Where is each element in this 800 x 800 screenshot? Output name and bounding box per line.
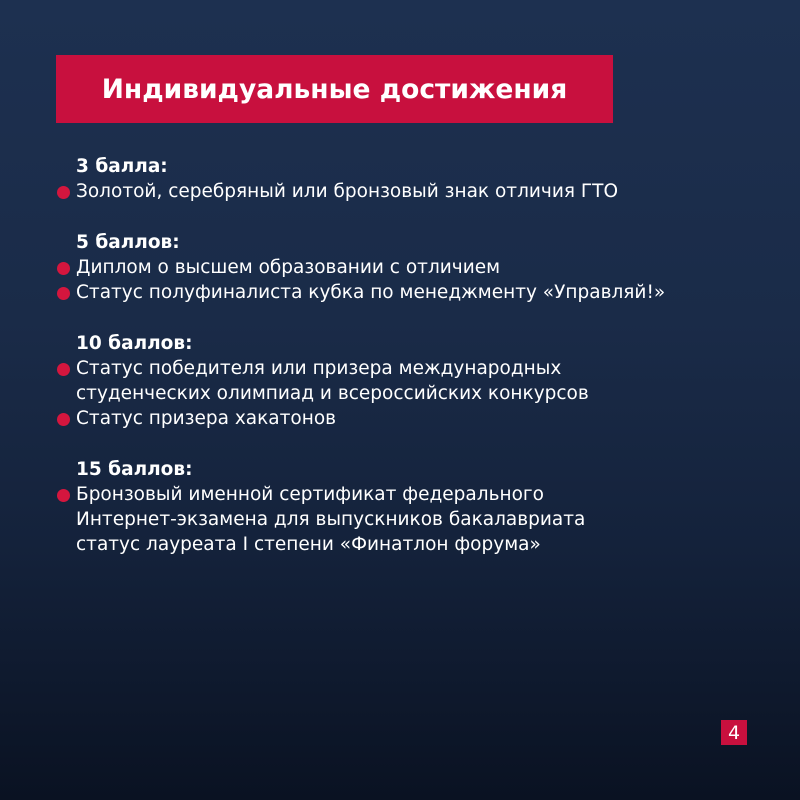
list-item (56, 482, 756, 557)
list-item-text: Статус полуфиналиста кубка по менеджменту «Управляй!» (76, 282, 666, 303)
page-title: Индивидуальные достижения (101, 73, 568, 105)
page-number-badge: 4 (721, 720, 747, 745)
points-section (56, 331, 756, 431)
list-item-text: статус лауреата I степени «Финатлон форума» (76, 534, 541, 555)
section-heading: 3 балла: (76, 156, 168, 177)
list-item (56, 356, 756, 406)
bullet-dot-icon (57, 413, 70, 426)
list-item-text: студенческих олимпиад и всероссийских конкурсов (76, 383, 589, 404)
title-banner (56, 55, 613, 123)
bullet-dot-icon (57, 186, 70, 199)
list-item-text: Интернет-экзамена для выпускников бакалавриата (76, 509, 586, 530)
bullet-dot-icon (57, 363, 70, 376)
list-item-text: Бронзовый именной сертификат федерального (76, 484, 544, 505)
section-heading: 10 баллов: (76, 333, 193, 354)
section-heading: 15 баллов: (76, 459, 193, 480)
section-heading: 5 баллов: (76, 232, 180, 253)
points-section (56, 230, 756, 305)
bullet-dot-icon (57, 262, 70, 275)
list-item-text: Статус победителя или призера международных (76, 358, 562, 379)
achievements-list (56, 154, 756, 583)
bullet-dot-icon (57, 489, 70, 502)
list-item (56, 280, 756, 305)
list-item-text: Статус призера хакатонов (76, 408, 337, 429)
list-item-text: Золотой, серебряный или бронзовый знак отличия ГТО (76, 181, 619, 202)
list-item (56, 179, 756, 204)
list-item (56, 406, 756, 431)
points-section (56, 154, 756, 204)
list-item-text: Диплом о высшем образовании с отличием (76, 257, 501, 278)
points-section (56, 457, 756, 557)
bullet-dot-icon (57, 287, 70, 300)
list-item (56, 255, 756, 280)
